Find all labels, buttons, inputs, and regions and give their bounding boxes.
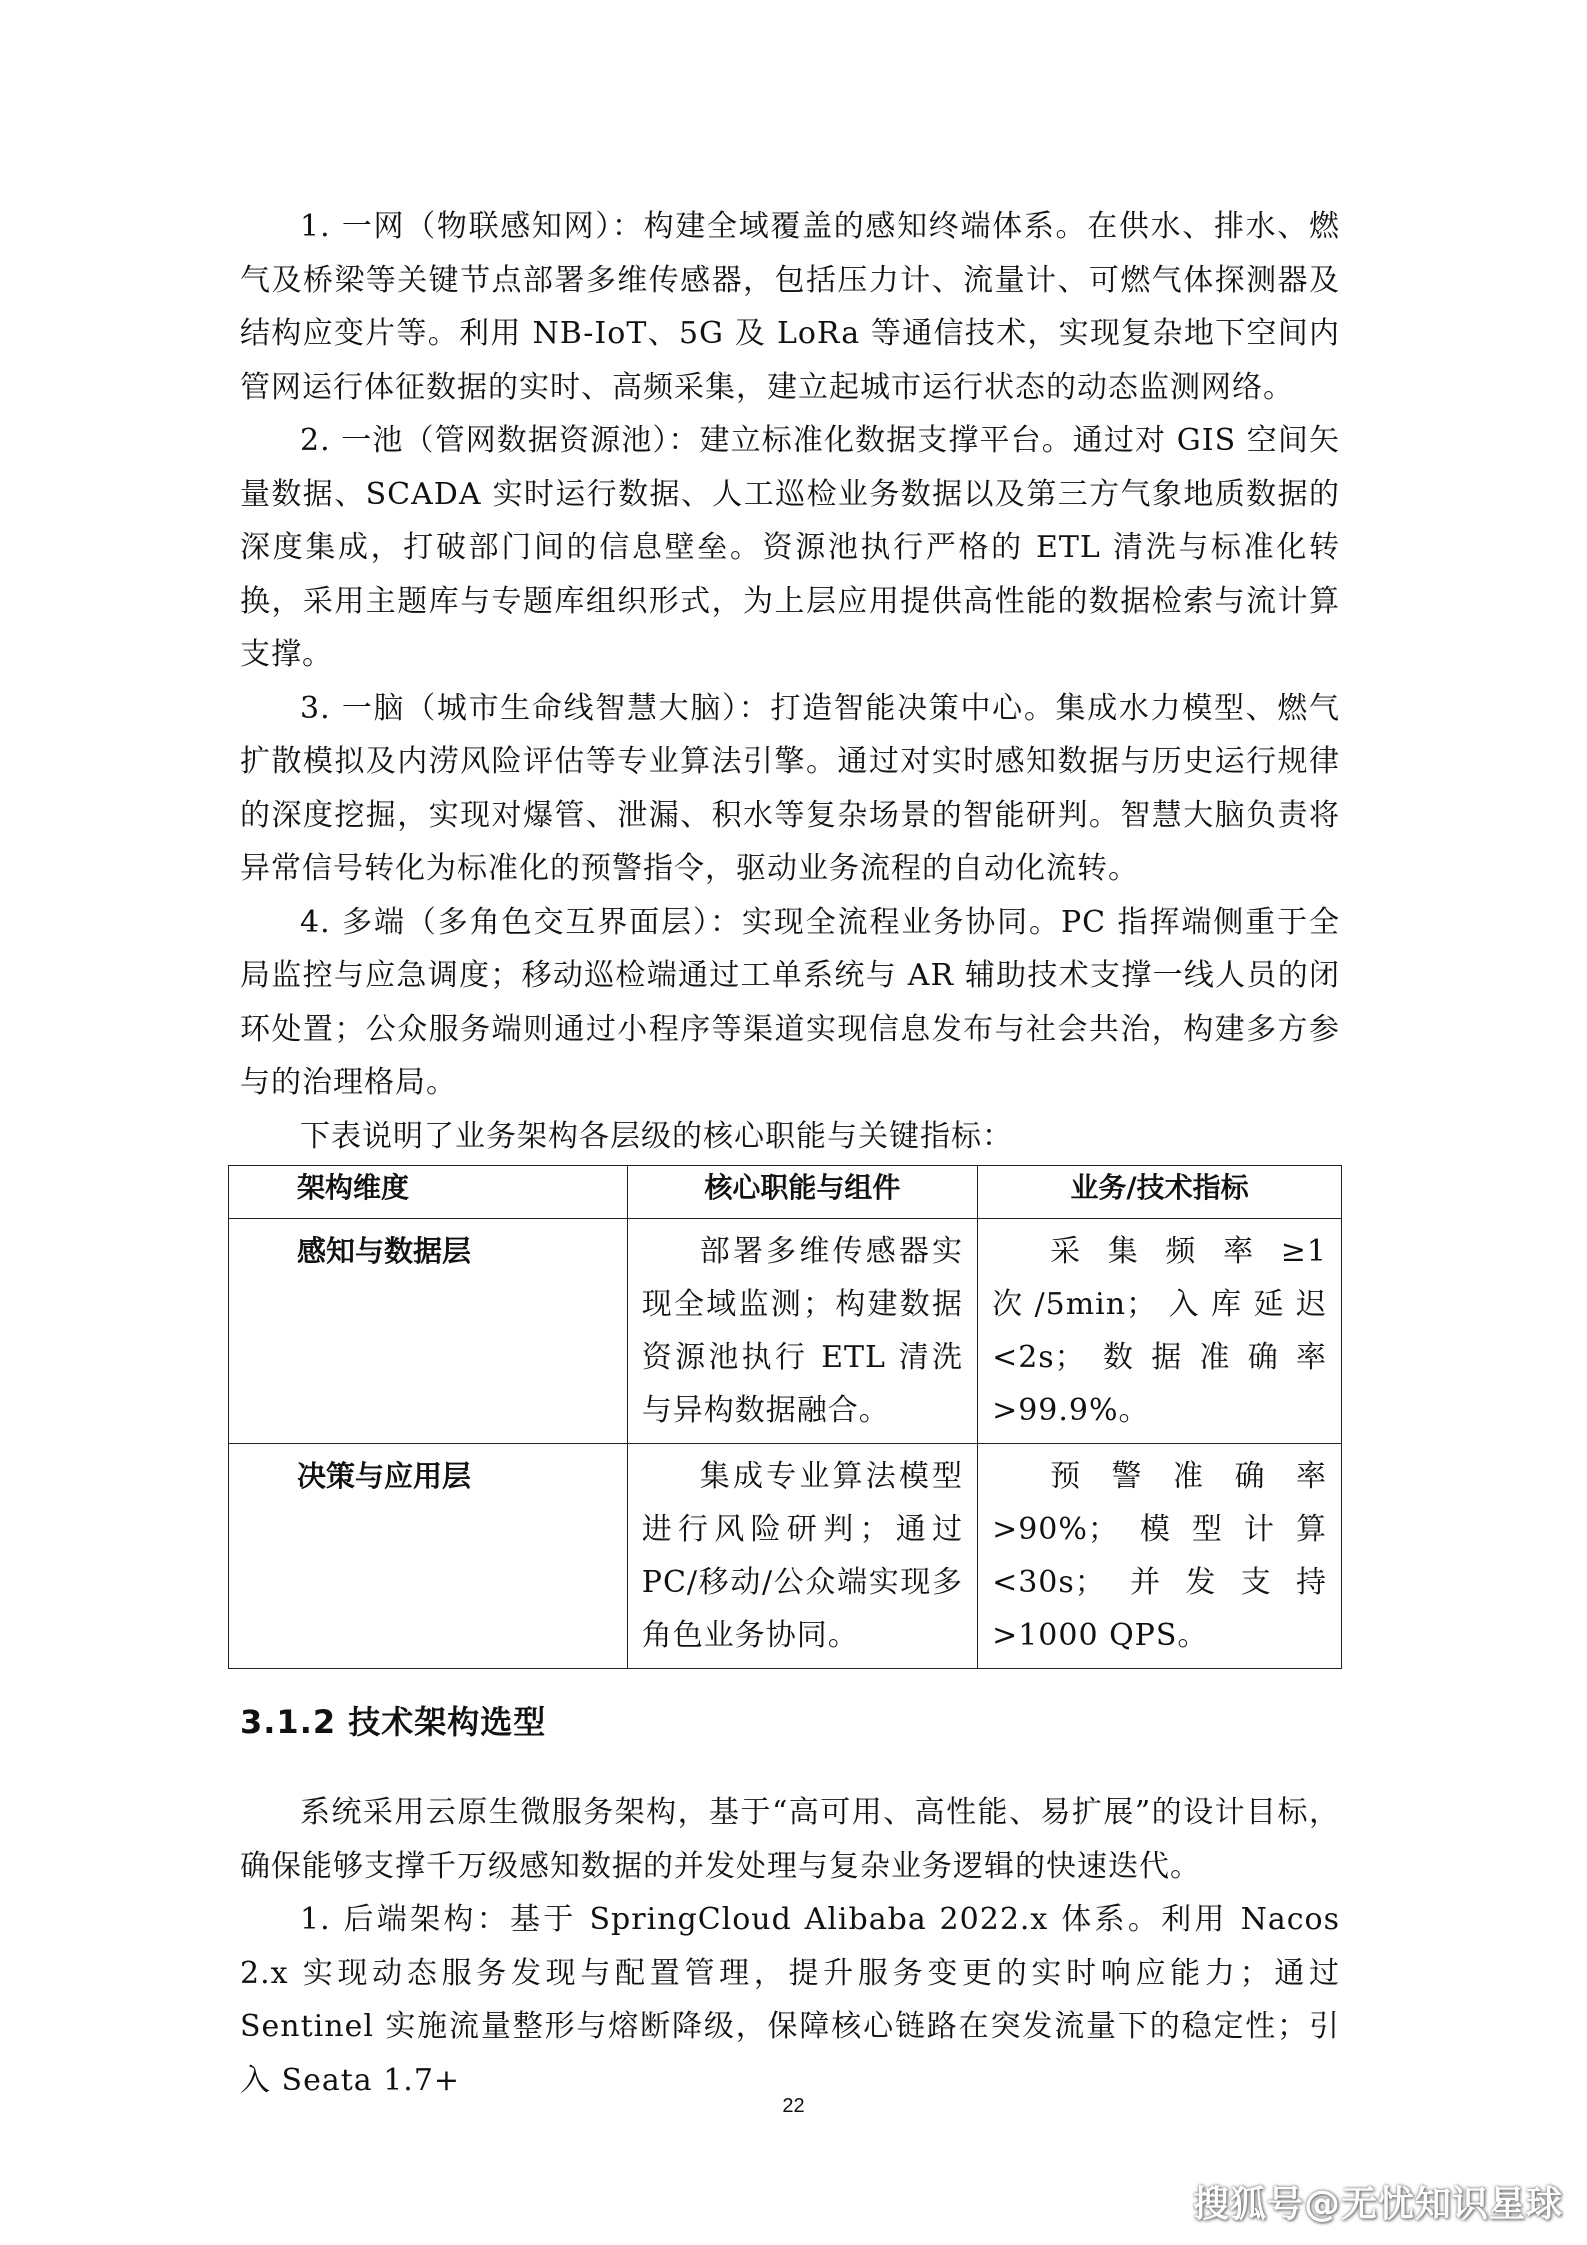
cell-dimension: 感知与数据层	[229, 1219, 628, 1444]
body-top	[240, 200, 1340, 1669]
paragraph-architecture-intro: 系统采用云原生微服务架构，基于“高可用、高性能、易扩展”的设计目标，确保能够支撑千万级感知数据的并发处理与复杂业务逻辑的快速迭代。	[240, 1795, 1340, 1884]
paragraph-multi-terminal: 4. 多端（多角色交互界面层）：实现全流程业务协同。PC 指挥端侧重于全局监控与应急调度；移动巡检端通过工单系统与 AR 辅助技术支撑一线人员的闭环处置；公众服务端则通过小程序等渠道实现信息发布与社会共治，构建多方参与的治理格局。	[240, 904, 1340, 1100]
header-function: 核心职能与组件	[627, 1166, 977, 1219]
cell-metric: 预警准确率>90%；模型计算<30s；并发支持>1000 QPS。	[978, 1444, 1342, 1669]
table-intro: 下表说明了业务架构各层级的核心职能与关键指标：	[300, 1118, 1013, 1154]
table-header-row	[229, 1166, 1342, 1219]
architecture-table	[228, 1165, 1342, 1669]
page-number: 22	[782, 2095, 805, 2117]
section-heading: 3.1.2 技术架构选型	[240, 1703, 547, 1741]
paragraph-backend: 1. 后端架构：基于 SpringCloud Alibaba 2022.x 体系。利用 Nacos 2.x 实现动态服务发现与配置管理，提升服务变更的实时响应能力；通过 Sentinel 实施流量整形与熔断降级，保障核心链路在突发流量下的稳定性；引入 Seata 1.7+	[240, 1902, 1340, 2098]
cell-function: 集成专业算法模型进行风险研判；通过 PC/移动/公众端实现多角色业务协同。	[627, 1444, 977, 1669]
paragraph-one-network: 1. 一网（物联感知网）：构建全域覆盖的感知终端体系。在供水、排水、燃气及桥梁等关键节点部署多维传感器，包括压力计、流量计、可燃气体探测器及结构应变片等。利用 NB-IoT、5G 及 LoRa 等通信技术，实现复杂地下空间内管网运行体征数据的实时、高频采集，建立起城市运行状态的动态监测网络。	[240, 209, 1340, 405]
body-bottom	[240, 1786, 1340, 2107]
watermark: 搜狐号@无忧知识星球	[1192, 2184, 1563, 2225]
cell-function: 部署多维传感器实现全域监测；构建数据资源池执行 ETL 清洗与异构数据融合。	[627, 1219, 977, 1444]
table-row	[229, 1444, 1342, 1669]
cell-metric: 采集频率≥1 次/5min；入库延迟<2s；数据准确率>99.9%。	[978, 1219, 1342, 1444]
table-row	[229, 1219, 1342, 1444]
paragraph-one-brain: 3. 一脑（城市生命线智慧大脑）：打造智能决策中心。集成水力模型、燃气扩散模拟及内涝风险评估等专业算法引擎。通过对实时感知数据与历史运行规律的深度挖掘，实现对爆管、泄漏、积水等复杂场景的智能研判。智慧大脑负责将异常信号转化为标准化的预警指令，驱动业务流程的自动化流转。	[240, 690, 1340, 886]
cell-dimension: 决策与应用层	[229, 1444, 628, 1669]
paragraph-one-pool: 2. 一池（管网数据资源池）：建立标准化数据支撑平台。通过对 GIS 空间矢量数据、SCADA 实时运行数据、人工巡检业务数据以及第三方气象地质数据的深度集成，打破部门间的信息壁垒。资源池执行严格的 ETL 清洗与标准化转换，采用主题库与专题库组织形式，为上层应用提供高性能的数据检索与流计算支撑。	[240, 423, 1340, 672]
header-dimension: 架构维度	[229, 1166, 628, 1219]
header-metric: 业务/技术指标	[978, 1166, 1342, 1219]
